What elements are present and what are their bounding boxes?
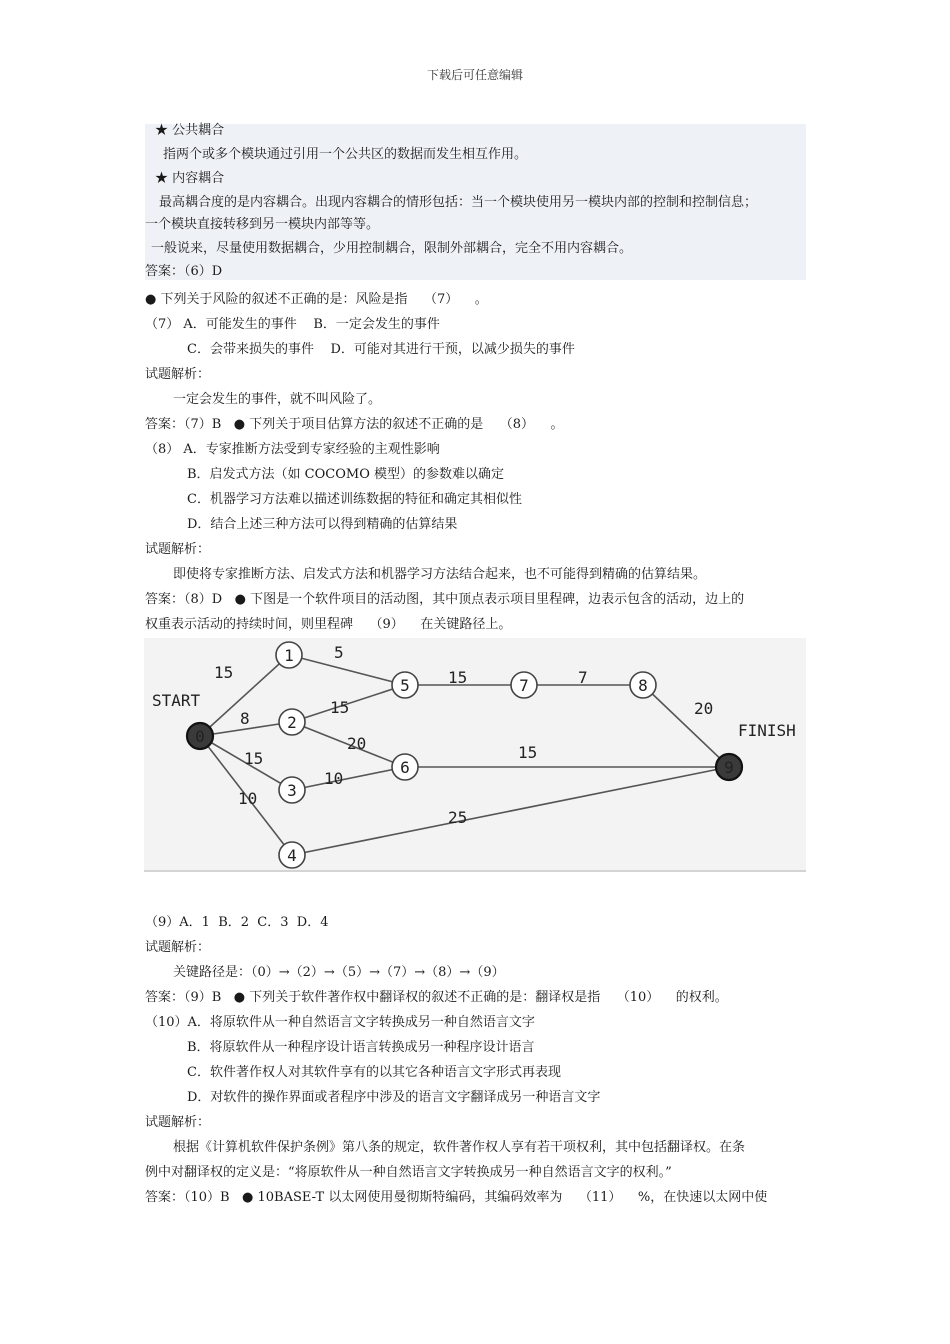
answer-9-question-10: 答案：（9）B ● 下列关于软件著作权中翻译权的叙述不正确的是：翻译权是指 （10） 的权利。 <box>145 990 728 1005</box>
text-line-2: 指两个或多个模块通过引用一个公共区的数据而发生相互作用。 <box>163 147 528 162</box>
analysis-label-7: 试题解析： <box>145 367 211 382</box>
analysis-label-10: 试题解析： <box>145 1115 211 1130</box>
edge-weight-6-9: 15 <box>518 743 538 762</box>
option-10-c: C．软件著作权人对其软件享有的以其它各种语言文字形式再表现 <box>187 1065 561 1080</box>
option-8-c: C．机器学习方法难以描述训练数据的特征和确定其相似性 <box>187 492 522 507</box>
edge-weight-0-3: 15 <box>244 749 264 768</box>
question-7: ● 下列关于风险的叙述不正确的是：风险是指 （7） 。 <box>145 292 488 307</box>
node-label-8: 8 <box>638 676 648 695</box>
option-8-b: B．启发式方法（如 COCOMO 模型）的参数难以确定 <box>187 467 504 482</box>
text-line-6: 一般说来，尽量使用数据耦合，少用控制耦合，限制外部耦合，完全不用内容耦合。 <box>151 241 633 256</box>
start-label: START <box>152 691 201 710</box>
text-line-1: ★ 公共耦合 <box>155 123 225 138</box>
answer-10-question-11: 答案：（10）B ● 10BASE-T 以太网使用曼彻斯特编码，其编码效率为 （11） %，在快速以太网中使 <box>145 1190 768 1205</box>
question-9-cont: 权重表示活动的持续时间，则里程碑 （9） 在关键路径上。 <box>145 617 512 632</box>
analysis-label-8: 试题解析： <box>145 542 211 557</box>
answer-7-question-8: 答案：（7）B ● 下列关于项目估算方法的叙述不正确的是 （8） 。 <box>145 417 564 432</box>
edge-weight-8-9: 20 <box>694 699 714 718</box>
finish-label: FINISH <box>738 721 796 740</box>
edge-weight-7-8: 7 <box>578 668 588 687</box>
analysis-8: 即使将专家推断方法、启发式方法和机器学习方法结合起来，也不可能得到精确的估算结果。 <box>173 567 707 582</box>
analysis-7: 一定会发生的事件，就不叫风险了。 <box>173 392 382 407</box>
analysis-10-b: 例中对翻译权的定义是：“将原软件从一种自然语言文字转换成另一种自然语言文字的权利。” <box>145 1165 672 1180</box>
option-8-a: （8） A．专家推断方法受到专家经验的主观性影响 <box>145 442 440 457</box>
edge-weight-0-1: 15 <box>214 663 234 682</box>
option-8-d: D．结合上述三种方法可以得到精确的估算结果 <box>187 517 458 532</box>
edge-weight-4-9: 25 <box>448 808 468 827</box>
option-9: （9）A．1 B．2 C．3 D．4 <box>145 915 329 930</box>
page-header: 下载后可任意编辑 <box>426 68 523 82</box>
node-label-2: 2 <box>287 713 297 732</box>
answer-6: 答案：（6）D <box>145 264 223 279</box>
option-7-cd: C．会带来损失的事件 D．可能对其进行干预，以减少损失的事件 <box>187 342 575 357</box>
option-10-a: （10）A．将原软件从一种自然语言文字转换成另一种自然语言文字 <box>145 1015 535 1030</box>
answer-8-question-9: 答案：（8）D ● 下图是一个软件项目的活动图，其中顶点表示项目里程碑，边表示包含的活动，边上的 <box>145 592 745 607</box>
option-10-d: D．对软件的操作界面或者程序中涉及的语言文字翻译成另一种语言文字 <box>187 1090 601 1105</box>
node-label-3: 3 <box>287 781 297 800</box>
analysis-label-9: 试题解析： <box>145 940 211 955</box>
edge-weight-3-6: 10 <box>324 769 344 788</box>
node-label-5: 5 <box>400 676 410 695</box>
activity-network-diagram <box>144 638 806 872</box>
edge-weight-0-2: 8 <box>240 709 250 728</box>
node-label-9: 9 <box>724 758 734 777</box>
node-label-4: 4 <box>287 846 297 865</box>
edge-weight-2-6: 20 <box>347 734 367 753</box>
option-10-b: B．将原软件从一种程序设计语言转换成另一种程序设计语言 <box>187 1040 535 1055</box>
node-label-0: 0 <box>195 727 205 746</box>
edge-weight-5-7: 15 <box>448 668 468 687</box>
node-label-6: 6 <box>400 758 410 777</box>
edge-weight-0-4: 10 <box>238 789 258 808</box>
node-label-7: 7 <box>519 676 529 695</box>
analysis-10-a: 根据《计算机软件保护条例》第八条的规定，软件著作权人享有若干项权利，其中包括翻译权。在条 <box>173 1140 746 1155</box>
text-line-4: 最高耦合度的是内容耦合。出现内容耦合的情形包括：当一个模块使用另一模块内部的控制和控制信息； <box>159 195 758 210</box>
node-label-1: 1 <box>284 646 294 665</box>
edge-weight-2-5: 15 <box>330 698 350 717</box>
edge-weight-1-5: 5 <box>334 643 344 662</box>
option-7-ab: （7） A．可能发生的事件 B．一定会发生的事件 <box>145 317 440 332</box>
analysis-9: 关键路径是：（0）→（2）→（5）→（7）→（8）→（9） <box>173 965 505 980</box>
text-line-3: ★ 内容耦合 <box>155 171 225 186</box>
text-line-5: 一个模块直接转移到另一模块内部等等。 <box>145 217 380 232</box>
